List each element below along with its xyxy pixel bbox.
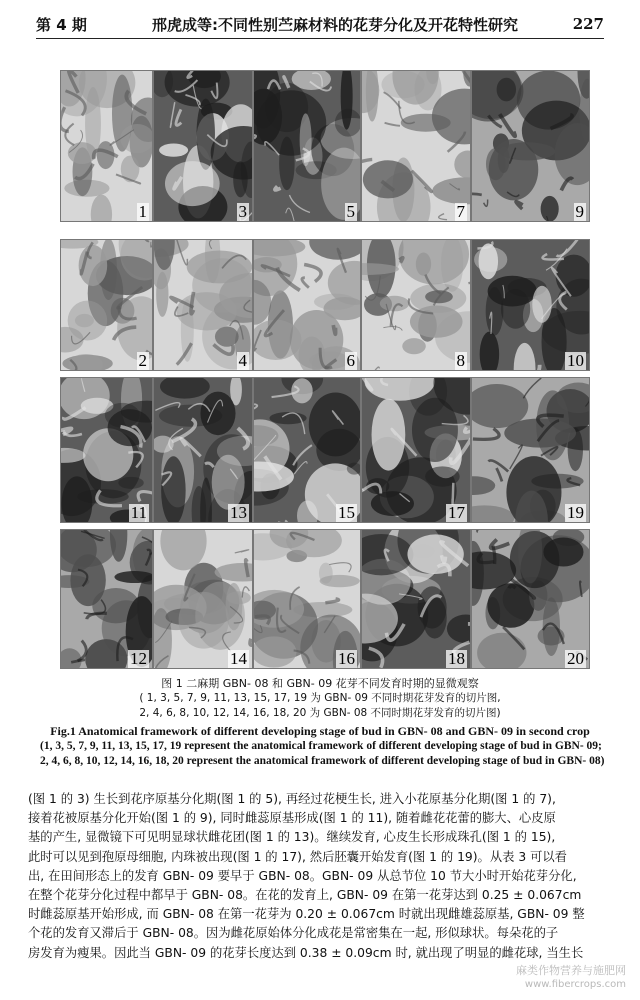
body-text	[28, 790, 610, 963]
tissue-section-image	[362, 378, 470, 522]
panel-label: 6	[346, 351, 355, 370]
micrograph-panel	[471, 377, 590, 523]
body-text-line: (图 1 的 3) 生长到花序原基分化期(图 1 的 5), 再经过花梗生长, 进入小花原基分化期(图 1 的 7),	[28, 792, 556, 806]
panel-label: 20	[567, 649, 584, 668]
running-title: 邢虎成等:不同性别苎麻材料的花芽分化及开花特性研究	[151, 15, 518, 34]
tissue-section-image	[362, 240, 470, 370]
panel-label: 8	[456, 351, 465, 370]
panel-label: 7	[456, 202, 465, 221]
watermark-url: www.fibercrops.com	[524, 979, 626, 990]
tissue-section-image	[472, 378, 589, 522]
caption-en-title: Fig.1 Anatomical framework of different developing stage of bud in GBN- 08 and GBN- 09 in second crop	[50, 724, 590, 738]
micrograph-panel	[60, 239, 153, 371]
panel-label: 15	[338, 503, 355, 522]
micrograph-panel	[361, 529, 471, 669]
panel-label: 13	[230, 503, 247, 522]
tissue-section-image	[154, 378, 252, 522]
micrograph-panel	[60, 529, 153, 669]
micrograph-panel	[361, 239, 471, 371]
panel-label: 18	[448, 649, 465, 668]
caption-en-line: (1, 3, 5, 7, 9, 11, 13, 15, 17, 19 represent the anatomical framework of different developing stage of bud in GBN- 09;	[40, 740, 602, 752]
tissue-section-image	[154, 71, 252, 221]
site-watermark	[476, 964, 626, 992]
tissue-section-image	[254, 378, 360, 522]
micrograph-panel	[60, 70, 153, 222]
panel-label: 5	[346, 202, 355, 221]
tissue-section-image	[362, 71, 470, 221]
micrograph-panel	[471, 70, 590, 222]
body-text-line: 基的产生, 显微镜下可见明显球状雌花团(图 1 的 13)。继续发育, 心皮生长形成珠孔(图 1 的 15),	[28, 830, 556, 845]
micrograph-panel	[253, 239, 361, 371]
page-number: 227	[572, 15, 604, 33]
panel-label: 12	[130, 649, 147, 668]
tissue-section-image	[61, 530, 152, 668]
panel-label: 9	[575, 202, 584, 221]
body-text-line: 此时可以见到孢原母细胞, 内珠被出现(图 1 的 17), 然后胚囊开始发育(图 1 的 19)。从表 3 可以看	[28, 849, 567, 864]
tissue-section-image	[254, 71, 360, 221]
page-header	[36, 10, 604, 39]
micrograph-panel	[60, 377, 153, 523]
body-text-line: 房发育为瘦果。因此当 GBN- 09 的花芽长度达到 0.38 ± 0.09cm 时, 就出现了明显的雌花球, 当生长	[28, 945, 584, 960]
tissue-section-image	[254, 240, 360, 370]
panel-label: 3	[238, 202, 247, 221]
tissue-section-image	[472, 71, 589, 221]
tissue-section-image	[154, 530, 252, 668]
body-text-line: 接着花被原基分化开始(图 1 的 9), 同时雌蕊原基形成(图 1 的 11), 随着雌花花蕾的膨大、心皮原	[28, 811, 556, 826]
caption-cn-line: 2, 4, 6, 8, 10, 12, 14, 16, 18, 20 为 GBN- 08 不同时期花芽发育的切片图)	[139, 707, 501, 719]
micrograph-panel	[361, 70, 471, 222]
tissue-section-image	[362, 530, 470, 668]
tissue-section-image	[472, 530, 589, 668]
micrograph-panel	[471, 529, 590, 669]
tissue-section-image	[154, 240, 252, 370]
caption-cn-title: 图 1 二麻期 GBN- 08 和 GBN- 09 花芽不同发育时期的显微观察	[161, 677, 479, 690]
body-text-line: 个花的发育又滞后于 GBN- 08。因为雌花原始体分化成花是常密集在一起, 形似球状。每朵花的子	[28, 926, 559, 941]
issue-number: 第 4 期	[36, 15, 87, 34]
micrograph-panel	[153, 529, 253, 669]
body-text-line: 时雌蕊原基开始形成, 而 GBN- 08 在第一花芽为 0.20 ± 0.067cm 时就出现雌雄蕊原基, GBN- 09 整	[28, 907, 585, 922]
caption-cn-line: ( 1, 3, 5, 7, 9, 11, 13, 15, 17, 19 为 GBN- 09 不同时期花芽发育的切片图,	[139, 692, 501, 704]
panel-label: 2	[138, 351, 147, 370]
micrograph-panel	[471, 239, 590, 371]
tissue-section-image	[254, 530, 360, 668]
micrograph-panel	[153, 70, 253, 222]
micrograph-panel	[153, 377, 253, 523]
panel-label: 17	[448, 503, 465, 522]
panel-label: 10	[567, 351, 584, 370]
panel-label: 14	[230, 649, 247, 668]
tissue-section-image	[61, 378, 152, 522]
micrograph-panel	[253, 377, 361, 523]
micrograph-panel	[361, 377, 471, 523]
body-text-line: 出, 在田间形态上的发育 GBN- 09 要早于 GBN- 08。GBN- 09 从总节位 10 节大小时开始花芽分化,	[28, 868, 577, 883]
body-text-line: 在整个花芽分化过程中都早于 GBN- 08。在花的发育上, GBN- 09 在第一花芽达到 0.25 ± 0.067cm	[28, 888, 582, 903]
panel-label: 16	[338, 649, 355, 668]
panel-label: 19	[567, 503, 584, 522]
figure-caption	[40, 676, 605, 769]
micrograph-panel	[153, 239, 253, 371]
panel-label: 11	[130, 503, 147, 522]
watermark-cn: 麻类作物营养与施肥网	[516, 964, 626, 977]
micrograph-panel	[253, 529, 361, 669]
panel-label: 1	[138, 202, 147, 221]
caption-en-line: 2, 4, 6, 8, 10, 12, 14, 16, 18, 20 represent the anatomical framework of different developing stage of bud in GBN- 08)	[40, 755, 605, 767]
micrograph-plate	[60, 70, 590, 672]
panel-label: 4	[238, 351, 247, 370]
tissue-section-image	[61, 71, 152, 221]
micrograph-panel	[253, 70, 361, 222]
